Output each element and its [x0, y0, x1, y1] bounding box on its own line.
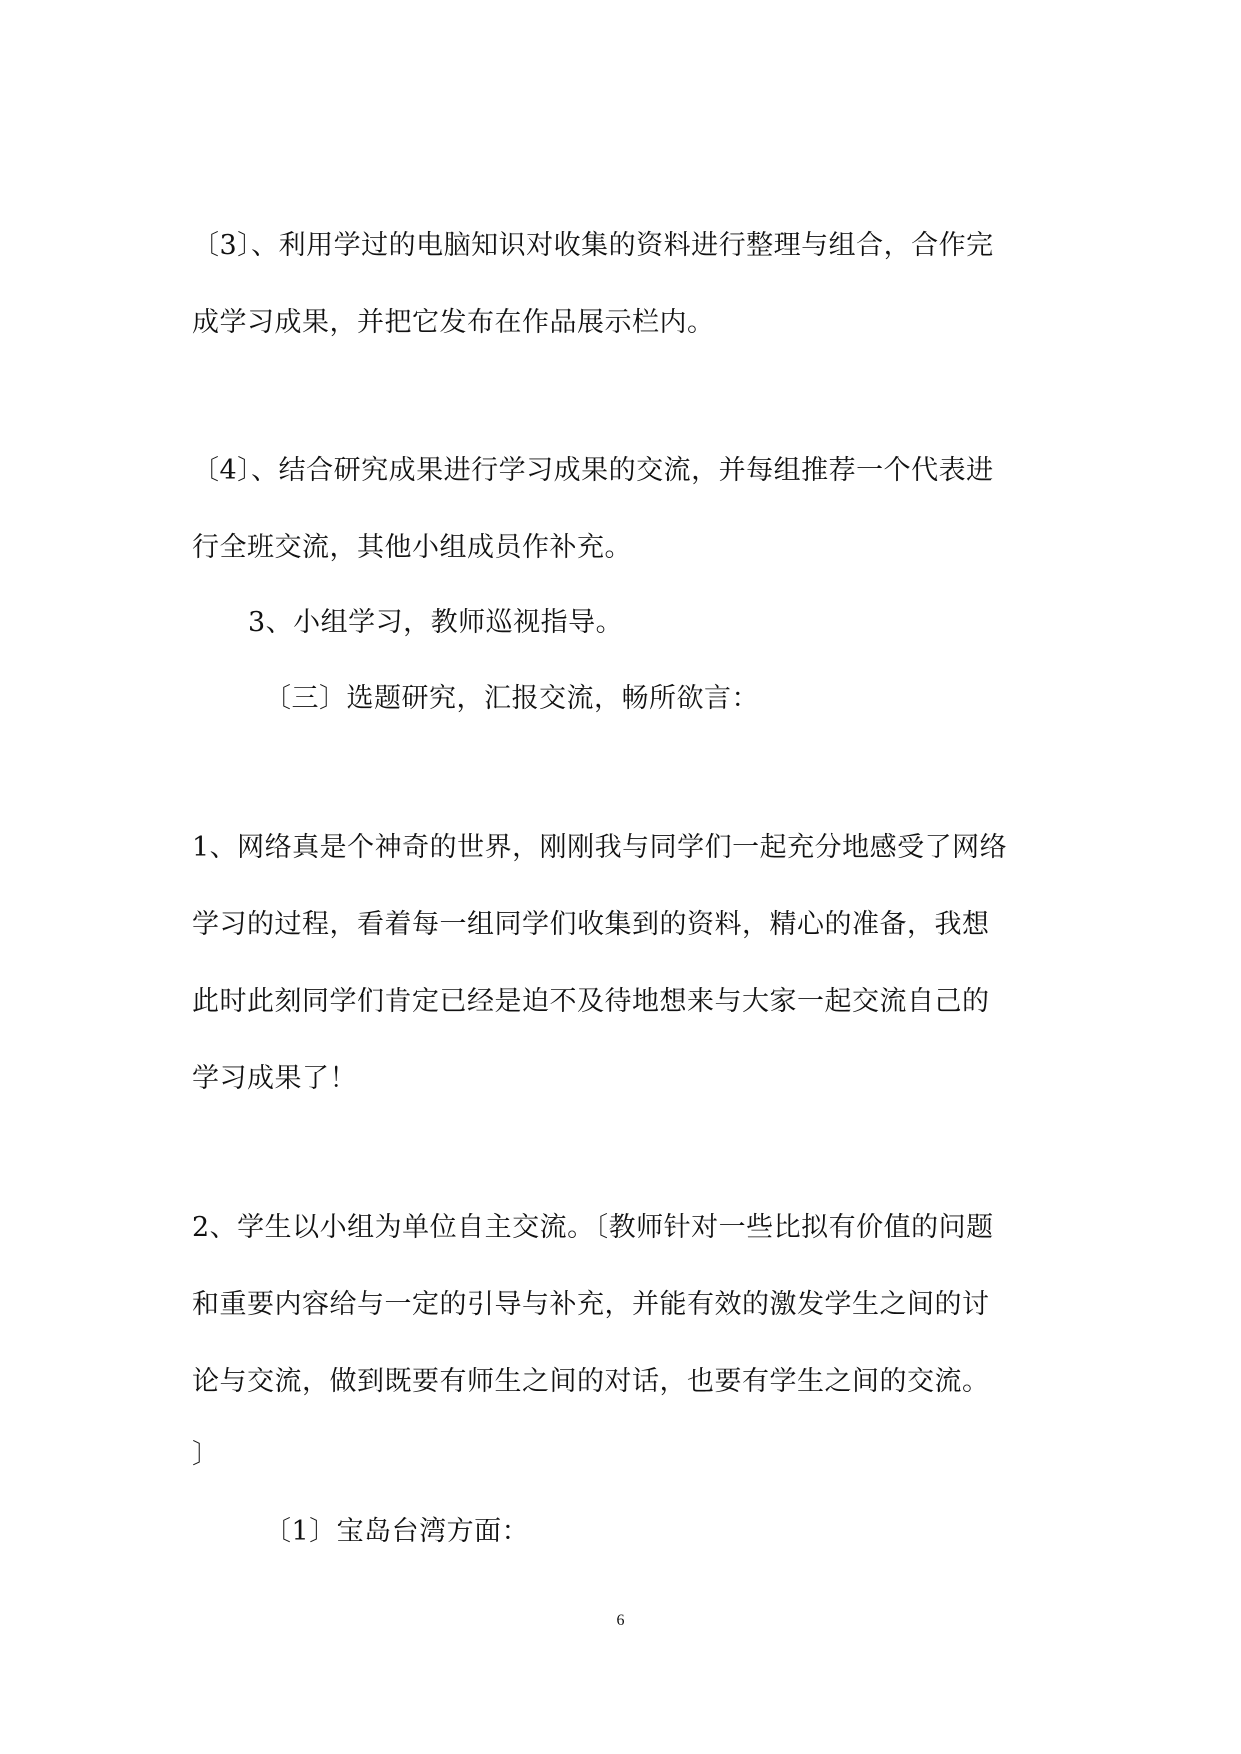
paragraph-3-line-2: 成学习成果，并把它发布在作品展示栏内。: [192, 307, 715, 338]
step-3-line: 3、小组学习，教师巡视指导。: [248, 607, 624, 638]
paragraph-4-line-1: 〔4〕、结合研究成果进行学习成果的交流，并每组推荐一个代表进: [192, 455, 994, 486]
paragraph-4-line-2: 行全班交流，其他小组成员作补充。: [192, 532, 632, 563]
page-number: 6: [616, 1612, 625, 1629]
section-3-heading: 〔三〕选题研究，汇报交流，畅所欲言：: [264, 683, 759, 714]
item-1-line-2: 学习的过程，看着每一组同学们收集到的资料，精心的准备，我想: [192, 909, 990, 940]
item-2-line-4: 〕: [192, 1439, 220, 1470]
paragraph-3-line-1: 〔3〕、利用学过的电脑知识对收集的资料进行整理与组合，合作完: [192, 230, 994, 261]
item-1-line-1: 1、网络真是个神奇的世界，刚刚我与同学们一起充分地感受了网络: [192, 832, 1008, 863]
subsection-1-heading: 〔1〕宝岛台湾方面：: [264, 1516, 530, 1547]
item-1-line-4: 学习成果了！: [192, 1063, 357, 1094]
item-2-line-3: 论与交流，做到既要有师生之间的对话，也要有学生之间的交流。: [192, 1366, 990, 1397]
item-2-line-1: 2、学生以小组为单位自主交流。〔教师针对一些比拟有价值的问题: [192, 1212, 994, 1243]
item-2-line-2: 和重要内容给与一定的引导与补充，并能有效的激发学生之间的讨: [192, 1289, 990, 1320]
item-1-line-3: 此时此刻同学们肯定已经是迫不及待地想来与大家一起交流自己的: [192, 986, 990, 1017]
